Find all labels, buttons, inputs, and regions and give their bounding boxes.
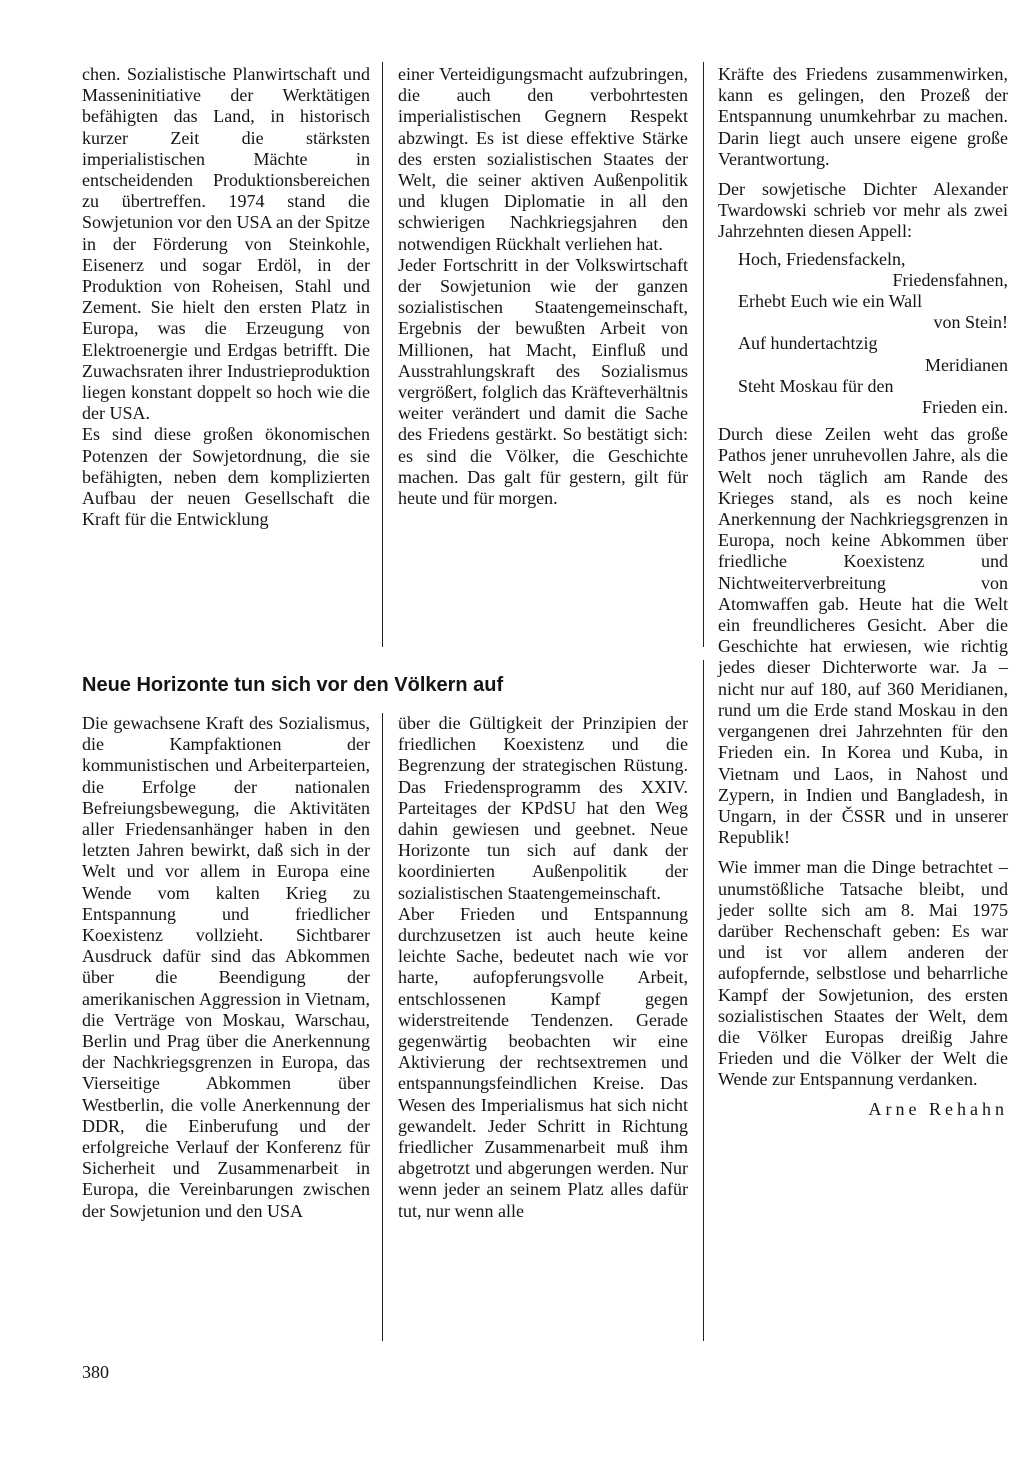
paragraph: Die gewachsene Kraft des Sozialismus, die Kampfaktionen der kommunistischen und Arbeiterparteien, die Erfolge der nationalen Befreiungsbewegung, die Aktivitäten aller Friedensanhänger haben in den letzten Jahren bewirkt, daß sich in der Welt und vor allem in Europa eine Wende vom kalten Krieg zu Entspannung und friedlicher Koexistenz vollzieht. Sichtbarer Ausdruck dafür sind das Abkommen über die Beendigung der amerikanischen Aggression in Vietnam, die Verträge von Moskau, Warschau, Berlin und Prag über die Anerkennung der Nachkriegsgrenzen in Europa, das Vierseitige Abkommen über Westberlin, die volle Anerkennung der DDR, die Einberufung und der erfolgreiche Verlauf der Konferenz für Sicherheit und Zusammenarbeit in Europa, die Vereinbarungen zwischen der Sowjetunion und den USA: [82, 713, 370, 1221]
paragraph: über die Gültigkeit der Prinzipien der friedlichen Koexistenz und die Begrenzung der strategischen Rüstung. Das Friedensprogramm des XXIV. Parteitages der KPdSU hat den Weg dahin gewiesen und geebnet. Neue Horizonte tun sich auf dank der koordinierten Außenpolitik der sozialistischen Staatengemeinschaft.: [398, 713, 688, 903]
column-rule-right: [703, 660, 704, 1341]
section-heading: Neue Horizonte tun sich vor den Völkern auf: [82, 674, 504, 696]
paragraph: Der sowjetische Dichter Alexander Twardowski schrieb vor mehr als zwei Jahrzehnten diesen Appell:: [718, 179, 1008, 242]
poem-line: von Stein!: [933, 312, 1008, 333]
poem-line: Friedensfahnen,: [892, 269, 1008, 290]
paragraph: Durch diese Zeilen weht das große Pathos jener unruhevollen Jahre, als die Welt noch täglich am Rande des Krieges stand, als es noch keine Anerkennung der Nachkriegsgrenzen in Europa, noch keine Abkommen über friedliche Koexistenz und Nichtweiterverbreitung von Atomwaffen gab. Heute hat die Welt ein freundlicheres Gesicht. Aber die Geschichte hat erwiesen, wie richtig jedes dieser Dichterworte war. Ja – nicht nur auf 180, auf 360 Meridianen, rund um die Erde stand Moskau in den vergangenen drei Jahrzehnten für den Frieden ein. In Korea und Kuba, in Vietnam und Laos, in Nahost und Zypern, in Indien und Bangladesh, in Ungarn, in der ČSSR und in unserer Republik!: [718, 424, 1008, 848]
column-top-middle: [398, 64, 688, 509]
paragraph: Kräfte des Friedens zusammenwirken, kann es gelingen, den Prozeß der Entspannung unumkehrbar zu machen. Darin liegt auch unsere eigene große Verantwortung.: [718, 64, 1008, 169]
author-signature: Arne Rehahn: [868, 1098, 1008, 1119]
column-top-left: [82, 64, 370, 530]
column-bottom-middle: [398, 713, 688, 1222]
paragraph: Es sind diese großen ökonomischen Potenzen der Sowjetordnung, die sie befähigten, neben dem komplizierten Aufbau der neuen Gesellschaft die Kraft für die Entwicklung: [82, 424, 370, 530]
paragraph: Aber Frieden und Entspannung durchzusetzen ist auch heute keine leichte Sache, bedeutet nach wie vor harte, aufopferungsvolle Arbeit, entschlossenen Kampf gegen widerstreitende Tendenzen. Gerade gegenwärtig beobachten wir eine Aktivierung der rechtsextremen und entspannungsfeindlichen Kreise. Das Wesen des Imperialismus hat sich nicht gewandelt. Jeder Schritt in Richtung friedlicher Zusammenarbeit muß ihm abgetrotzt und abgerungen werden. Nur wenn jeder an seinem Platz alles dafür tut, nur wenn alle: [398, 903, 688, 1221]
column-rule-top-1: [382, 62, 383, 647]
column-right: [718, 64, 1008, 1120]
page-number: 380: [82, 1362, 109, 1382]
poem-line: Erhebt Euch wie ein Wall: [738, 291, 923, 312]
poem-line: Hoch, Friedensfackeln,: [738, 248, 906, 269]
column-rule-top-2: [703, 62, 704, 647]
paragraph: chen. Sozialistische Planwirtschaft und Masseninitiative der Werktätigen befähigten das Land, in historisch kurzer Zeit die stärksten imperialistischen Mächte in entscheidenden Produktionsbereichen zu übertreffen. 1974 stand die Sowjetunion vor den USA an der Spitze in der Förderung von Steinkohle, Eisenerz und sogar Erdöl, in der Produktion von Roheisen, Stahl und Zement. Sie hielt den ersten Platz in Europa, was die Erzeugung von Elektroenergie und Erdgas betrifft. Die Zuwachsraten ihrer Industrieproduktion liegen konstant doppelt so hoch wie die der USA.: [82, 64, 370, 424]
poem-line: Auf hundertachtzig: [738, 333, 878, 354]
column-bottom-left: [82, 713, 370, 1222]
paragraph: Wie immer man die Dinge betrachtet – unumstößliche Tatsache bleibt, und jeder sollte sich am 8. Mai 1975 darüber Rechenschaft geben: Es war und ist vor allem anderen der aufopfernde, selbstlose und beharrliche Kampf der Sowjetunion, des ersten sozialistischen Staates der Welt, dem die Völker Europas dreißig Jahre Frieden und die Völker der Welt die Wende zur Entspannung verdanken.: [718, 857, 1008, 1090]
poem-line: Steht Moskau für den: [738, 375, 894, 396]
poem-line: Meridianen: [925, 354, 1008, 375]
paragraph: einer Verteidigungsmacht aufzubringen, die auch den verbohrtesten imperialistischen Gegnern Respekt abzwingt. Es ist diese effektive Stärke des ersten sozialistischen Staates der Welt, die seiner aktiven Außenpolitik und klugen Diplomatie in all den schwierigen Nachkriegsjahren den notwendigen Rückhalt verliehen hat.: [398, 64, 688, 254]
paragraph: Jeder Fortschritt in der Volkswirtschaft der Sowjetunion wie der ganzen sozialistischen Staatengemeinschaft, Ergebnis der bewußten Arbeit von Millionen, hat Macht, Einfluß und Ausstrahlungskraft des Sozialismus vergrößert, folglich das Kräfteverhältnis weiter verändert und damit die Sache des Friedens gestärkt. So bestätigt sich: es sind die Völker, die Geschichte machen. Das galt für gestern, gilt für heute und für morgen.: [398, 254, 688, 509]
poem-line: Frieden ein.: [922, 397, 1008, 418]
column-rule-bottom-1: [382, 713, 383, 1341]
poem: [718, 249, 1008, 419]
